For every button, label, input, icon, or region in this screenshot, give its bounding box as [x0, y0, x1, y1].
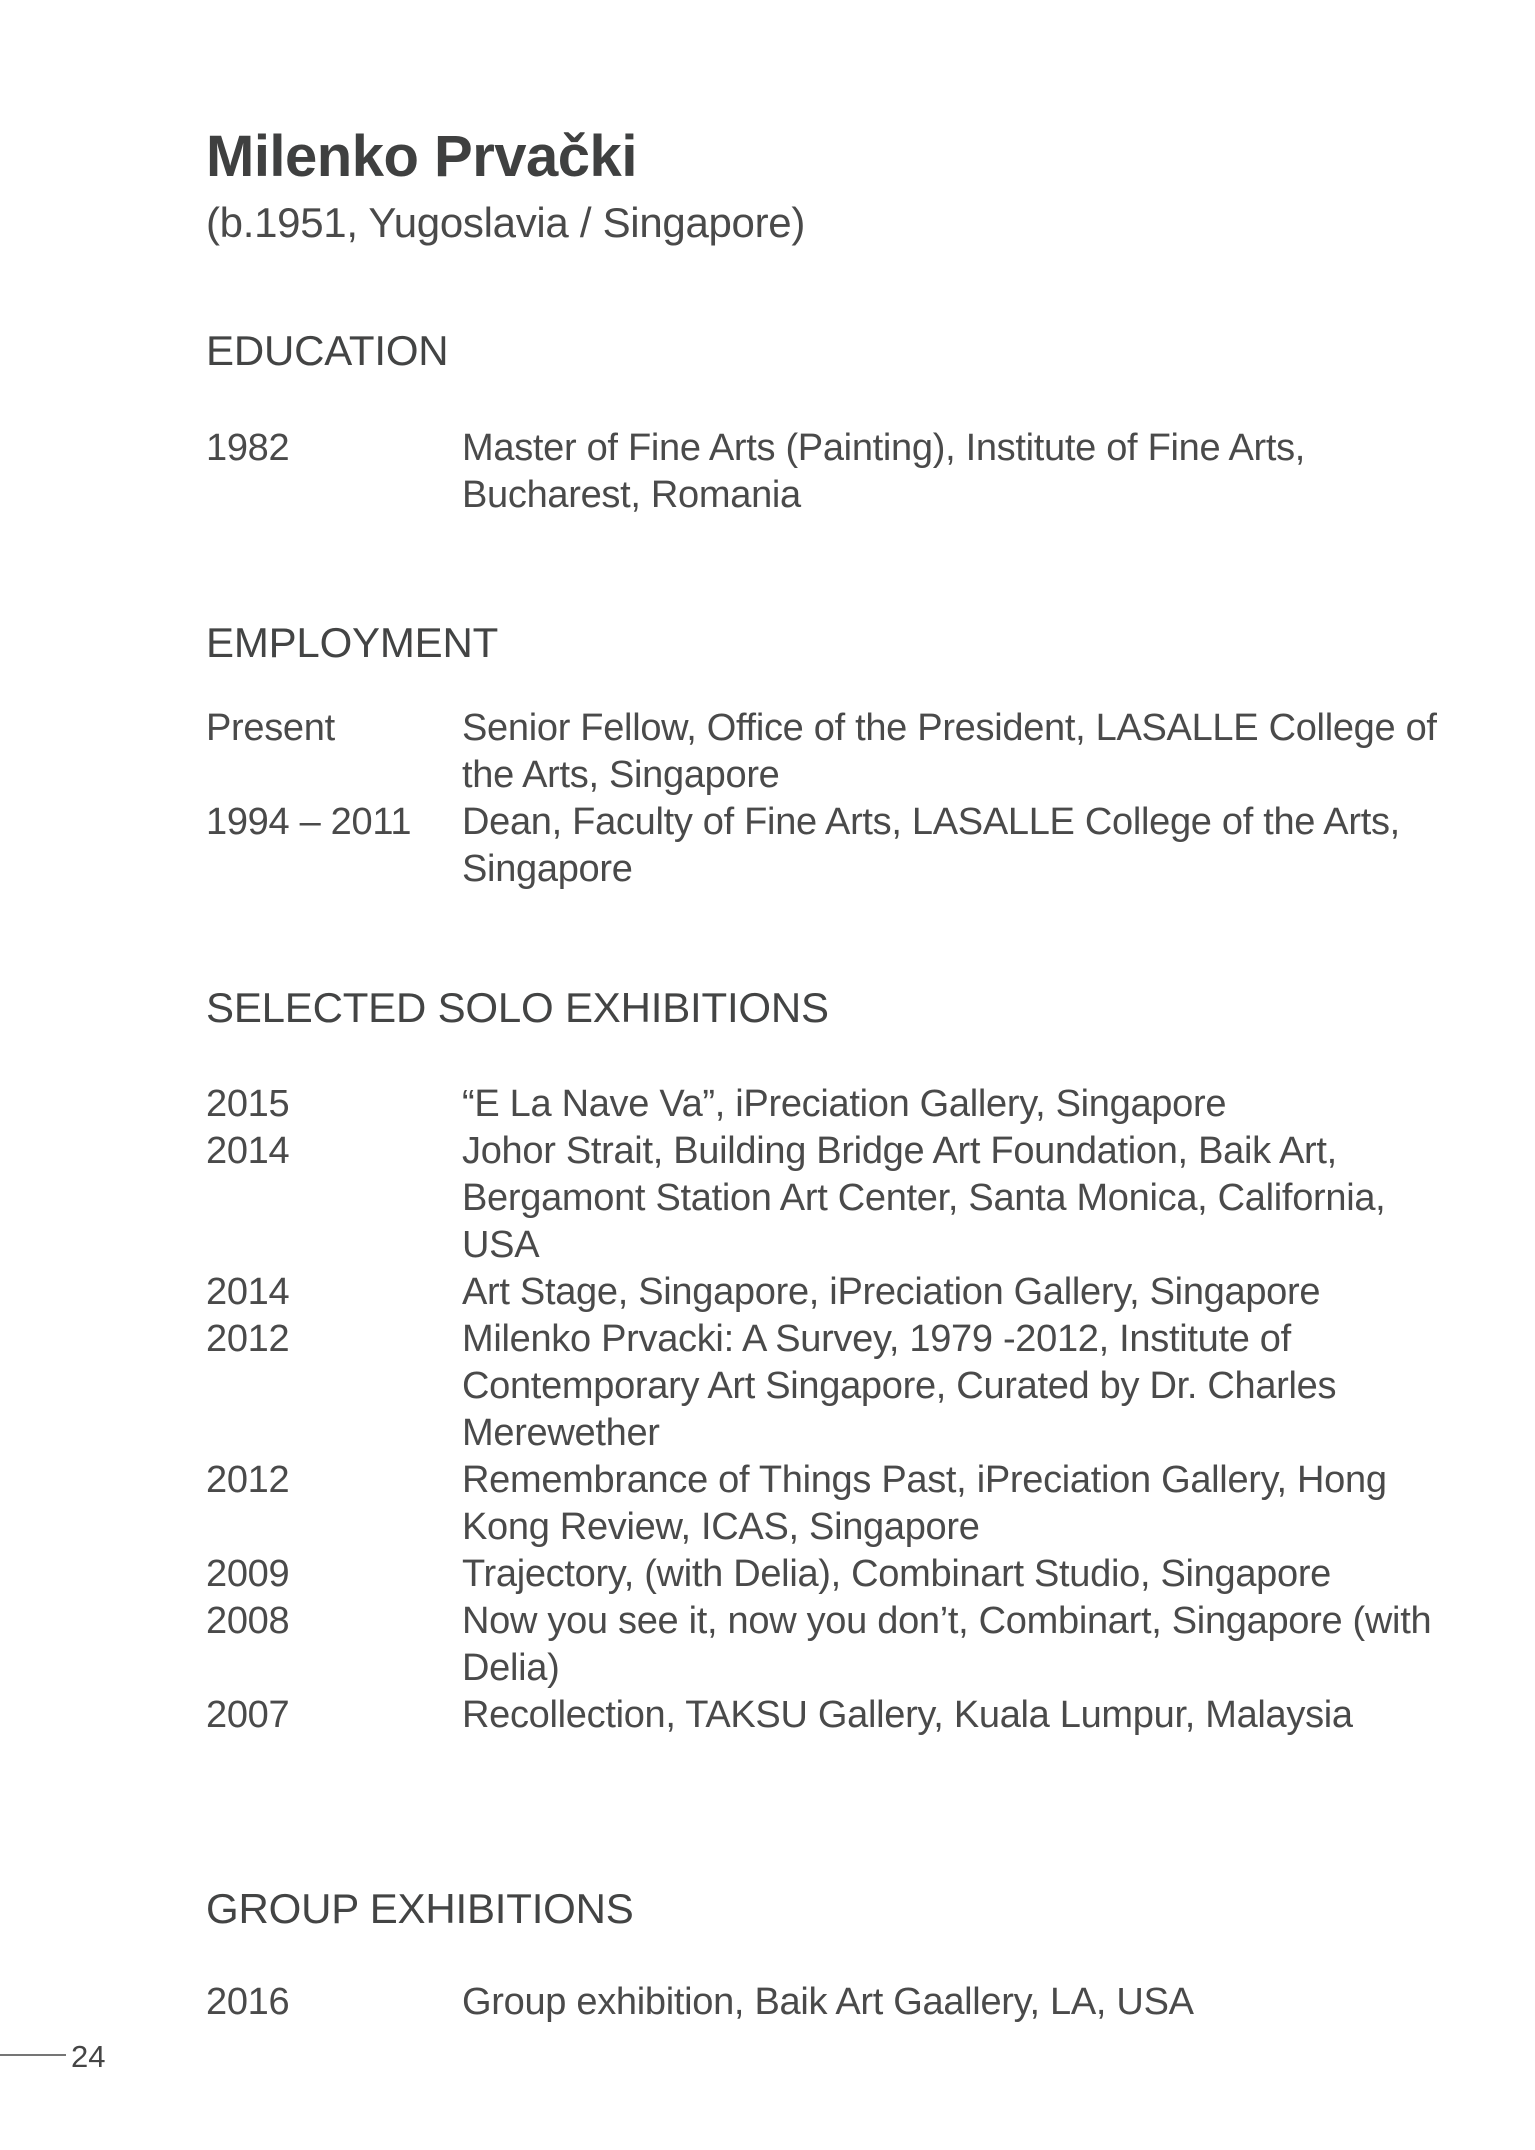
entry-year: 1982 — [206, 427, 290, 469]
cv-entry — [206, 1128, 1505, 1269]
cv-entry — [206, 1598, 1505, 1692]
entry-description — [462, 1551, 1505, 1598]
entry-line: Group exhibition, Baik Art Gaallery, LA, USA — [462, 1981, 1194, 2023]
entry-description — [462, 425, 1505, 519]
entry-line: Recollection, TAKSU Gallery, Kuala Lumpur, Malaysia — [462, 1694, 1353, 1736]
entry-line: Kong Review, ICAS, Singapore — [462, 1506, 980, 1548]
artist-birth-info: (b.1951, Yugoslavia / Singapore) — [206, 199, 806, 246]
cv-entry — [206, 1979, 1505, 2026]
entry-year: 2007 — [206, 1694, 290, 1736]
solo-exhibition-entries — [206, 1081, 1505, 1739]
entry-line: Senior Fellow, Office of the President, LASALLE College of — [462, 707, 1437, 749]
cv-entry — [206, 1692, 1505, 1739]
entry-line: Dean, Faculty of Fine Arts, LASALLE College of the Arts, — [462, 801, 1400, 843]
entry-description — [462, 1128, 1505, 1269]
entry-line: Contemporary Art Singapore, Curated by Dr. Charles — [462, 1365, 1337, 1407]
entry-line: “E La Nave Va”, iPreciation Gallery, Singapore — [462, 1083, 1227, 1125]
artist-name: Milenko Prvački — [206, 124, 637, 189]
entry-description — [462, 705, 1505, 799]
entry-line: Now you see it, now you don’t, Combinart, Singapore (with — [462, 1600, 1432, 1642]
entry-line: Remembrance of Things Past, iPreciation Gallery, Hong — [462, 1459, 1387, 1501]
entry-year: 2014 — [206, 1130, 290, 1172]
entry-year: 2012 — [206, 1459, 290, 1501]
cv-entry — [206, 1269, 1505, 1316]
cv-entry — [206, 425, 1505, 519]
entry-line: Art Stage, Singapore, iPreciation Gallery, Singapore — [462, 1271, 1321, 1313]
group-exhibition-entries — [206, 1979, 1505, 2026]
entry-line: Johor Strait, Building Bridge Art Foundation, Baik Art, — [462, 1130, 1337, 1172]
entry-year: 1994 – 2011 — [206, 801, 412, 843]
cv-entry — [206, 1551, 1505, 1598]
page-number: 24 — [71, 2039, 106, 2074]
cv-entry — [206, 1081, 1505, 1128]
entry-year: 2014 — [206, 1271, 290, 1313]
entry-year: 2016 — [206, 1981, 290, 2023]
entry-line: Delia) — [462, 1647, 560, 1689]
entry-year: 2008 — [206, 1600, 290, 1642]
entry-description — [462, 799, 1505, 893]
entry-description — [462, 1598, 1505, 1692]
entry-line: Bergamont Station Art Center, Santa Monica, California, — [462, 1177, 1386, 1219]
entry-year: 2009 — [206, 1553, 290, 1595]
cv-entry — [206, 1457, 1505, 1551]
entry-line: Merewether — [462, 1412, 660, 1454]
entry-description — [462, 1692, 1505, 1739]
footer-rule — [0, 2054, 66, 2056]
entry-line: Trajectory, (with Delia), Combinart Studio, Singapore — [462, 1553, 1332, 1595]
entry-description — [462, 1457, 1505, 1551]
entry-line: Singapore — [462, 848, 633, 890]
entry-description — [462, 1269, 1505, 1316]
entry-line: Milenko Prvacki: A Survey, 1979 -2012, Institute of — [462, 1318, 1291, 1360]
entry-year: 2012 — [206, 1318, 290, 1360]
cv-entry — [206, 1316, 1505, 1457]
section-heading-solo-exhibitions: SELECTED SOLO EXHIBITIONS — [206, 984, 829, 1031]
entry-description — [462, 1316, 1505, 1457]
section-heading-group-exhibitions: GROUP EXHIBITIONS — [206, 1885, 634, 1932]
entry-line: Master of Fine Arts (Painting), Institute of Fine Arts, — [462, 427, 1306, 469]
entry-line: USA — [462, 1224, 540, 1266]
entry-line: the Arts, Singapore — [462, 754, 780, 796]
entry-year: 2015 — [206, 1083, 290, 1125]
entry-line: Bucharest, Romania — [462, 474, 801, 516]
cv-entry — [206, 705, 1505, 799]
entry-description — [462, 1979, 1505, 2026]
cv-entry — [206, 799, 1505, 893]
education-entries — [206, 425, 1505, 519]
employment-entries — [206, 705, 1505, 893]
entry-year: Present — [206, 707, 335, 749]
section-heading-employment: EMPLOYMENT — [206, 619, 499, 666]
section-heading-education: EDUCATION — [206, 327, 449, 374]
entry-description — [462, 1081, 1505, 1128]
